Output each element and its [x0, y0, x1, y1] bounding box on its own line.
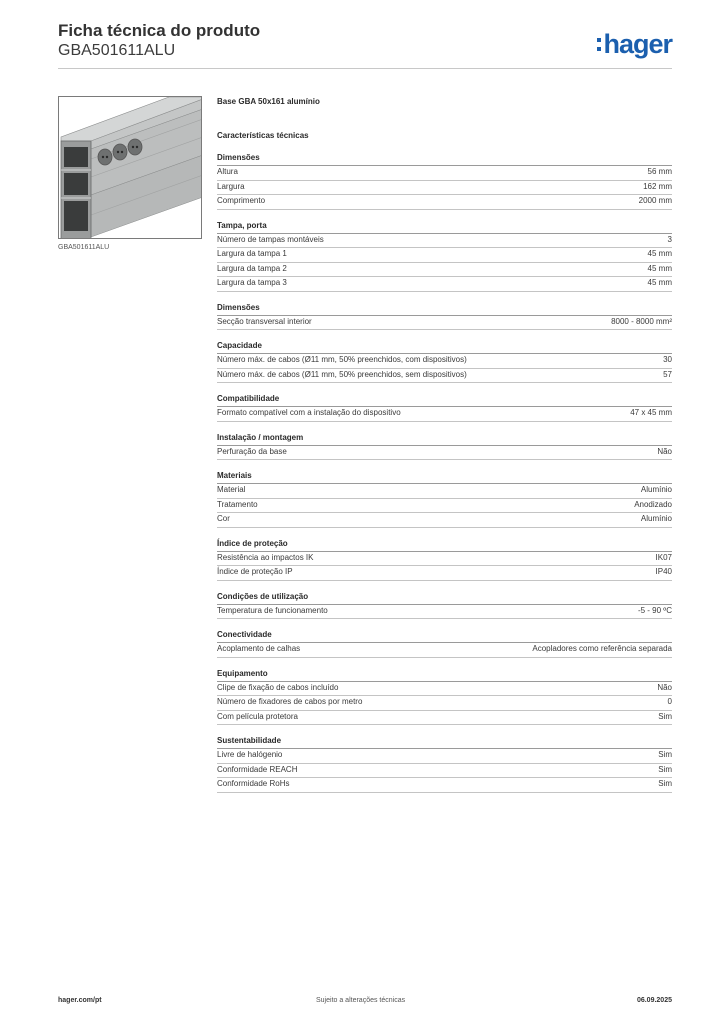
spec-label: Conformidade REACH — [217, 764, 298, 774]
spec-label: Temperatura de funcionamento — [217, 605, 328, 615]
spec-group — [217, 629, 672, 658]
spec-row — [217, 484, 672, 499]
spec-value: 3 — [667, 234, 672, 244]
spec-group-title: Índice de proteção — [217, 538, 672, 552]
spec-group — [217, 340, 672, 383]
spec-value: 56 mm — [647, 167, 672, 176]
header-divider — [58, 68, 672, 69]
spec-value: 57 — [663, 369, 672, 379]
spec-label: Comprimento — [217, 196, 266, 205]
product-code: GBA501611ALU — [58, 42, 176, 59]
spec-value: Acopladores como referência separada — [532, 644, 672, 653]
image-caption: GBA501611ALU — [58, 244, 110, 251]
spec-value: 45 mm — [647, 263, 672, 273]
spec-row — [217, 566, 672, 581]
spec-group — [217, 220, 672, 292]
spec-value: IK07 — [655, 552, 672, 562]
logo-text: hager — [603, 29, 672, 59]
spec-group-title: Conectividade — [217, 629, 672, 643]
spec-value: Não — [657, 446, 672, 456]
spec-row — [217, 764, 672, 779]
spec-row — [217, 499, 672, 514]
spec-value: Sim — [658, 779, 672, 788]
spec-row — [217, 195, 672, 210]
spec-row — [217, 181, 672, 196]
cable-trunking-illustration — [59, 97, 202, 239]
spec-row — [217, 682, 672, 697]
spec-label: Tratamento — [217, 499, 258, 509]
spec-label: Material — [217, 485, 246, 494]
section-heading: Características técnicas — [217, 131, 309, 140]
spec-group-title: Dimensões — [217, 302, 672, 316]
spec-group-title: Equipamento — [217, 668, 672, 682]
spec-label: Acoplamento de calhas — [217, 644, 301, 653]
spec-value: Sim — [658, 711, 672, 721]
spec-label: Número de fixadores de cabos por metro — [217, 697, 363, 706]
spec-group — [217, 668, 672, 726]
spec-label: Altura — [217, 167, 238, 176]
spec-row — [217, 407, 672, 422]
spec-group-title: Compatibilidade — [217, 393, 672, 407]
product-image — [58, 96, 202, 239]
spec-label: Largura — [217, 181, 245, 191]
spec-group — [217, 393, 672, 422]
document-title: Ficha técnica do produto — [58, 21, 261, 40]
spec-group-title: Dimensões — [217, 152, 672, 166]
spec-group-title: Capacidade — [217, 340, 672, 354]
footer-date: 06.09.2025 — [636, 997, 672, 1004]
spec-label: Formato compatível com a instalação do dispositivo — [217, 408, 401, 417]
footer-notice: Sujeito a alterações técnicas — [316, 997, 406, 1004]
spec-row — [217, 778, 672, 793]
spec-sheet — [217, 96, 672, 793]
spec-group — [217, 152, 672, 210]
spec-label: Com película protetora — [217, 711, 298, 721]
spec-row — [217, 605, 672, 620]
spec-row — [217, 166, 672, 181]
spec-group-title: Condições de utilização — [217, 591, 672, 605]
spec-group — [217, 470, 672, 528]
spec-row — [217, 369, 672, 384]
spec-group — [217, 302, 672, 331]
spec-row — [217, 711, 672, 726]
spec-value: -5 - 90 ºC — [637, 605, 672, 615]
spec-row — [217, 643, 672, 658]
spec-label: Número máx. de cabos (Ø11 mm, 50% preenchidos, com dispositivos) — [217, 355, 467, 364]
spec-group — [217, 432, 672, 461]
spec-value: Anodizado — [634, 499, 672, 509]
spec-row — [217, 234, 672, 249]
spec-value: Alumínio — [640, 514, 672, 523]
spec-label: Secção transversal interior — [217, 316, 312, 326]
spec-value: 47 x 45 mm — [630, 408, 672, 417]
spec-group-title: Instalação / montagem — [217, 432, 672, 446]
spec-row — [217, 248, 672, 263]
spec-value: 30 — [663, 355, 672, 364]
footer-website: hager.com/pt — [58, 997, 102, 1004]
spec-value: 162 mm — [643, 181, 672, 191]
spec-group — [217, 538, 672, 581]
spec-label: Índice de proteção IP — [217, 567, 293, 576]
spec-value: 0 — [667, 697, 672, 706]
spec-row — [217, 277, 672, 292]
spec-label: Largura da tampa 3 — [217, 278, 287, 287]
page-header — [58, 20, 672, 70]
spec-value: IP40 — [655, 567, 672, 576]
spec-label: Clipe de fixação de cabos incluído — [217, 682, 339, 692]
spec-value: Sim — [658, 764, 672, 774]
spec-group-title: Sustentabilidade — [217, 735, 672, 749]
spec-label: Largura da tampa 1 — [217, 249, 287, 258]
spec-label: Número de tampas montáveis — [217, 234, 324, 244]
spec-groups — [217, 152, 672, 793]
spec-value: Sim — [658, 750, 672, 759]
spec-group — [217, 591, 672, 620]
logo-dots-icon — [597, 34, 601, 54]
spec-value: Alumínio — [640, 485, 672, 494]
spec-row — [217, 749, 672, 764]
spec-value: 45 mm — [647, 249, 672, 258]
spec-label: Perfuração da base — [217, 446, 287, 456]
spec-value: 45 mm — [647, 278, 672, 287]
spec-row — [217, 263, 672, 278]
spec-label: Cor — [217, 514, 230, 523]
spec-row — [217, 446, 672, 461]
spec-row — [217, 552, 672, 567]
spec-row — [217, 354, 672, 369]
product-name: Base GBA 50x161 alumínio — [217, 97, 320, 106]
spec-group-title: Tampa, porta — [217, 220, 672, 234]
spec-row — [217, 513, 672, 528]
spec-label: Conformidade RoHs — [217, 779, 290, 788]
spec-value: Não — [657, 682, 672, 692]
hager-logo — [597, 30, 672, 58]
spec-label: Livre de halógenio — [217, 750, 283, 759]
spec-value: 8000 - 8000 mm² — [611, 316, 672, 326]
spec-row — [217, 696, 672, 711]
spec-label: Número máx. de cabos (Ø11 mm, 50% preenchidos, sem dispositivos) — [217, 369, 467, 379]
spec-value: 2000 mm — [638, 196, 672, 205]
spec-group-title: Materiais — [217, 470, 672, 484]
spec-label: Largura da tampa 2 — [217, 263, 287, 273]
spec-label: Resistência ao impactos IK — [217, 552, 314, 562]
spec-group — [217, 735, 672, 793]
spec-row — [217, 316, 672, 331]
